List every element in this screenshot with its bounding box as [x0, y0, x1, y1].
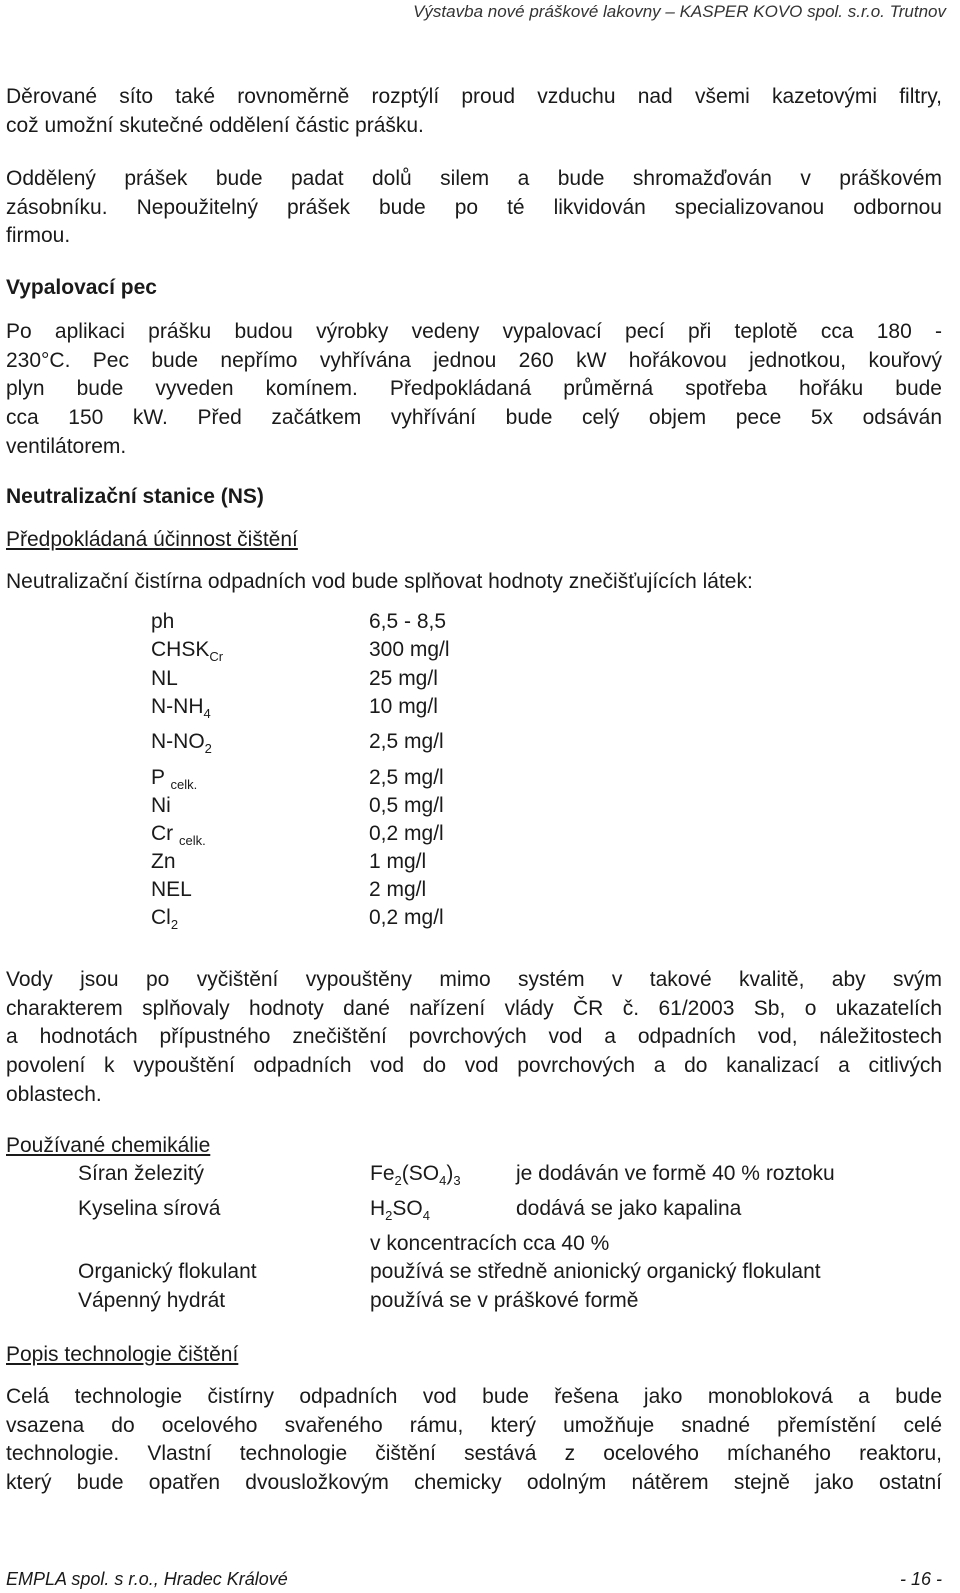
text-line: plyn bude vyveden komínem. Předpokládaná průměrná spotřeba hořáku bude [6, 377, 942, 401]
subheading-chemikalie: Používané chemikálie [6, 1134, 211, 1157]
intro-ns: Neutralizační čistírna odpadních vod bude splňovat hodnoty znečišťujících látek: [6, 570, 753, 593]
chemical-name: Vápenný hydrát [78, 1289, 226, 1312]
heading-neutralizacni-stanice: Neutralizační stanice (NS) [6, 485, 264, 508]
chemical-name: Kyselina sírová [78, 1197, 221, 1220]
paragraph-sito [6, 83, 942, 140]
chemical-formula: $H_2SO_4$ [370, 1197, 430, 1223]
chemical-name: Síran železitý [78, 1162, 205, 1185]
pollutant-limit: 0,5 mg/l [369, 794, 444, 817]
text-line: Po aplikaci prášku budou výrobky vedeny vypalovací pecí při teplotě cca 180 - [6, 320, 942, 343]
pollutant-limit: 300 mg/l [369, 638, 450, 661]
pollutant-name: Ni [151, 794, 171, 817]
heading-vypalovaci-pec: Vypalovací pec [6, 276, 157, 299]
pollutant-limit: 6,5 - 8,5 [369, 610, 447, 633]
pollutant-limit: 2 mg/l [369, 878, 427, 901]
pollutant-limit: 1 mg/l [369, 850, 427, 873]
pollutant-name: ph [151, 610, 175, 633]
text-line: firmou. [6, 224, 71, 248]
text-line: cca 150 kW. Před začátkem vyhřívání bude celý objem pece 5x odsáván [6, 406, 942, 430]
text-line: povolení k vypouštění odpadních vod do vod povrchových a do kanalizací a citlivých [6, 1054, 942, 1078]
pollutant-name: NEL [151, 878, 192, 901]
paragraph-vody [6, 966, 942, 1109]
pollutant-limit: 2,5 mg/l [369, 766, 444, 789]
chemical-note: používá se středně anionický organický flokulant [370, 1260, 821, 1283]
footer-company: EMPLA spol. s r.o., Hradec Králové [6, 1569, 288, 1589]
text-line: který bude opatřen dvousložkovým chemicky odolným nátěrem stejně jako ostatní [6, 1471, 942, 1495]
page-header: Výstavba nové práškové lakovny – KASPER KOVO spol. s.r.o. Trutnov [413, 2, 946, 21]
paragraph-technologie [6, 1383, 942, 1498]
pollutant-limit: 10 mg/l [369, 695, 438, 718]
pollutant-name: $N-NO_2$ [151, 730, 212, 756]
paragraph-pec [6, 318, 942, 461]
pollutant-name: Cr $_{celk.}$ [151, 822, 206, 848]
chemical-formula: $Fe_2(SO_4)_3$ [370, 1162, 461, 1188]
text-line: což umožní skutečné oddělení částic prášku. [6, 113, 424, 137]
pollutant-limit: 0,2 mg/l [369, 906, 444, 929]
chemical-note: používá se v práškové formě [370, 1289, 639, 1312]
text-line: Celá technologie čistírny odpadních vod bude řešena jako monobloková a bude [6, 1385, 942, 1408]
pollutant-limit: 2,5 mg/l [369, 730, 444, 753]
chemical-note: v koncentracích cca 40 % [370, 1232, 610, 1255]
chemical-note: dodává se jako kapalina [516, 1197, 742, 1220]
text-line: Děrované síto také rovnoměrně rozptýlí proud vzduchu nad všemi kazetovými filtry, [6, 85, 942, 108]
text-line: vsazena do ocelového svařeného rámu, který umožňuje snadné přemístění celé [6, 1413, 942, 1437]
text-line: technologie. Vlastní technologie čištění sestává z ocelového míchaného reaktoru, [6, 1442, 942, 1466]
text-line: zásobníku. Nepoužitelný prášek bude po té likvidován specializovanou odbornou [6, 195, 942, 219]
text-line: a hodnotách přípustného znečištění povrchových vod a odpadních vod, náležitostech [6, 1025, 942, 1049]
subheading-ucinnost: Předpokládaná účinnost čištění [6, 528, 298, 551]
text-line: Oddělený prášek bude padat dolů silem a bude shromažďován v práškovém [6, 167, 942, 190]
text-line: charakterem splňovaly hodnoty dané nařízení vlády ČR č. 61/2003 Sb, o ukazatelích [6, 996, 942, 1020]
text-line: 230°C. Pec bude nepřímo vyhřívána jednou 260 kW hořákovou jednotkou, kouřový [6, 348, 942, 372]
text-line: oblastech. [6, 1082, 102, 1106]
pollutant-name: P $_{celk.}$ [151, 766, 198, 792]
page-number: - 16 - [899, 1569, 942, 1589]
pollutant-limit: 0,2 mg/l [369, 822, 444, 845]
pollutant-name: $N-NH_4$ [151, 695, 211, 721]
chemical-note: je dodáván ve formě 40 % roztoku [516, 1162, 835, 1185]
paragraph-prasek [6, 165, 942, 251]
text-line: Vody jsou po vyčištění vypouštěny mimo systém v takové kvalitě, aby svým [6, 968, 942, 991]
chemical-name: Organický flokulant [78, 1260, 257, 1283]
pollutant-limit: 25 mg/l [369, 667, 438, 690]
pollutant-name: Zn [151, 850, 176, 873]
pollutant-name: $CHSK_{Cr}$ [151, 638, 224, 664]
subheading-popis: Popis technologie čištění [6, 1343, 239, 1366]
limits-table [151, 610, 551, 940]
pollutant-name: NL [151, 667, 178, 690]
text-line: ventilátorem. [6, 434, 127, 458]
pollutant-name: $Cl_2$ [151, 906, 179, 932]
